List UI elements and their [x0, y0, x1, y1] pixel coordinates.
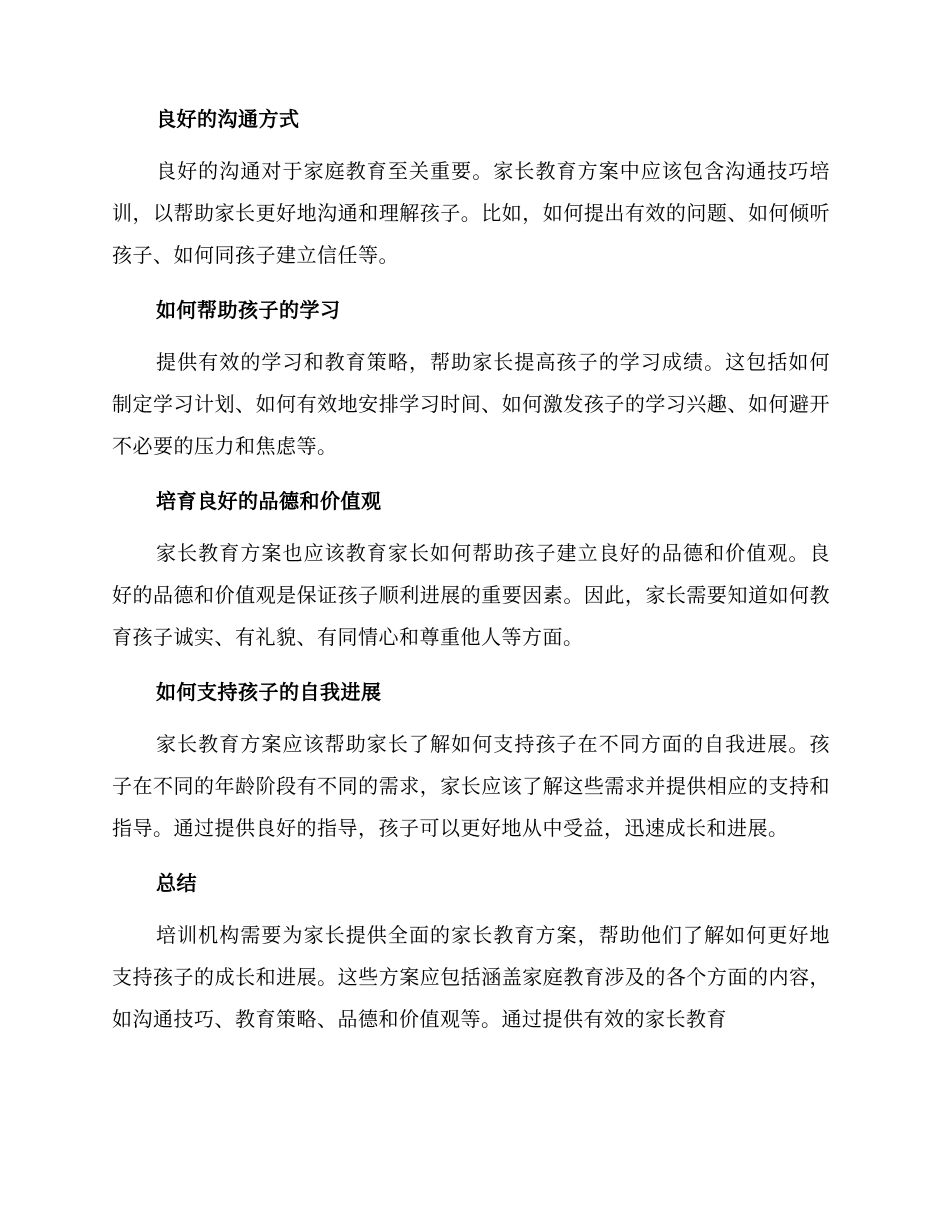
section-heading-learning: 如何帮助孩子的学习: [156, 298, 341, 322]
section-body-self-development: 家长教育方案应该帮助家长了解如何支持孩子在不同方面的自我进展。孩子在不同的年龄阶段有不同的需求，家长应该了解这些需求并提供相应的支持和指导。通过提供良好的指导，孩子可以更好地从中受益，迅速成长和进展。: [112, 732, 830, 840]
section-heading-communication: 良好的沟通方式: [156, 107, 300, 131]
section-body-communication: 良好的沟通对于家庭教育至关重要。家长教育方案中应该包含沟通技巧培训，以帮助家长更好地沟通和理解孩子。比如，如何提出有效的问题、如何倾听孩子、如何同孩子建立信任等。: [112, 159, 830, 267]
section-body-summary: 培训机构需要为家长提供全面的家长教育方案，帮助他们了解如何更好地支持孩子的成长和进展。这些方案应包括涵盖家庭教育涉及的各个方面的内容，如沟通技巧、教育策略、品德和价值观等。通过提供有效的家长教育: [112, 923, 830, 1031]
section-heading-self-development: 如何支持孩子的自我进展: [156, 680, 382, 704]
section-heading-morals: 培育良好的品德和价值观: [156, 489, 382, 513]
section-heading-summary: 总结: [156, 871, 197, 895]
document-page: [112, 104, 830, 1059]
section-body-morals: 家长教育方案也应该教育家长如何帮助孩子建立良好的品德和价值观。良好的品德和价值观是保证孩子顺利进展的重要因素。因此，家长需要知道如何教育孩子诚实、有礼貌、有同情心和尊重他人等方面。: [112, 541, 830, 649]
section-body-learning: 提供有效的学习和教育策略，帮助家长提高孩子的学习成绩。这包括如何制定学习计划、如何有效地安排学习时间、如何激发孩子的学习兴趣、如何避开不必要的压力和焦虑等。: [112, 350, 830, 458]
